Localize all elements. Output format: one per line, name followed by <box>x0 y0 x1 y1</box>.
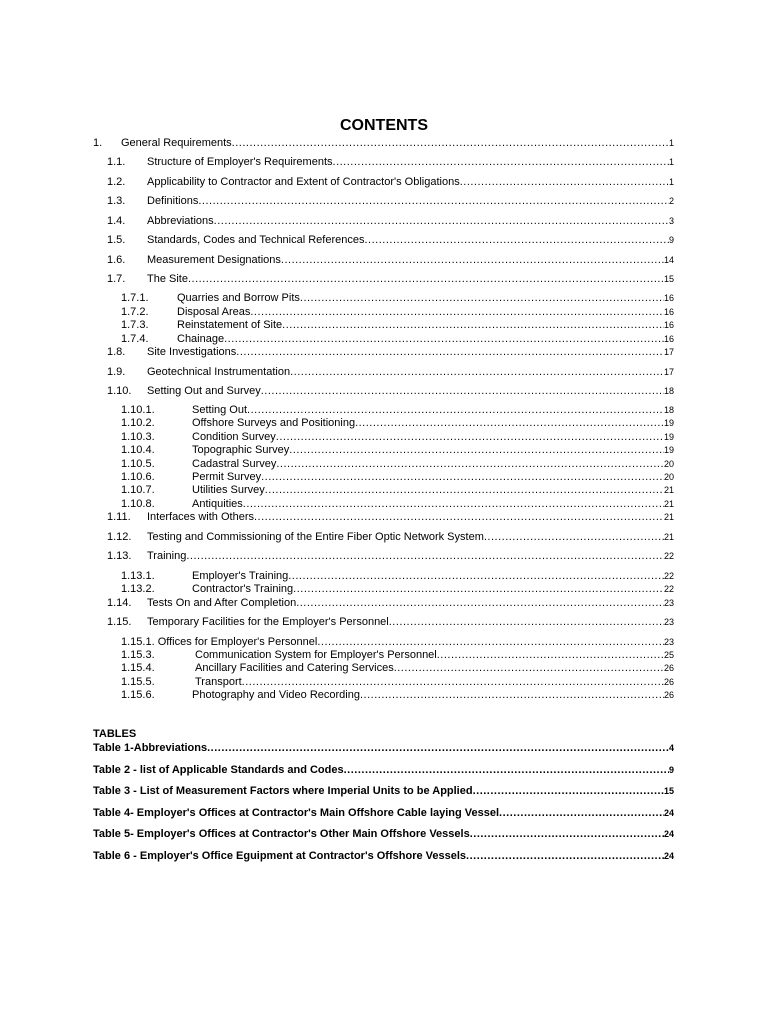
toc-entry-page: 9 <box>668 235 674 245</box>
toc-entry-label: Antiquities <box>192 498 243 510</box>
toc-entry-number: 1.5. <box>107 234 126 246</box>
toc-entry-number: 1.7.1. <box>121 292 149 304</box>
toc-entry-label: Reinstatement of Site <box>177 319 283 331</box>
table-entry-page: 24 <box>663 829 674 839</box>
toc-entry-label: The Site <box>147 273 188 285</box>
table-entry-label: Table 4- Employer's Offices at Contractor's Main Offshore Cable laying Vessel <box>93 807 500 819</box>
dot-leader <box>250 306 664 319</box>
dot-leader <box>290 366 664 379</box>
table-entry-page: 4 <box>668 743 674 753</box>
dot-leader <box>473 785 664 798</box>
page-title: CONTENTS <box>340 117 428 134</box>
dot-leader <box>214 215 669 228</box>
toc-entry-label: Structure of Employer's Requirements <box>147 156 333 168</box>
toc-entry[interactable] <box>107 234 674 247</box>
toc-entry-page: 15 <box>663 274 674 284</box>
toc-entry[interactable] <box>107 511 674 524</box>
dot-leader <box>466 850 664 863</box>
toc-entry-number: 1.13.2. <box>121 583 155 595</box>
toc-entry[interactable] <box>121 458 674 471</box>
toc-entry-page: 14 <box>663 255 674 265</box>
toc-entry-number: 1.15.5. <box>121 676 155 688</box>
toc-entry[interactable] <box>107 215 674 228</box>
toc-entry[interactable] <box>107 616 674 629</box>
toc-entry-number: 1.10.8. <box>121 498 155 510</box>
toc-entry[interactable] <box>121 444 674 457</box>
toc-entry-page: 21 <box>663 499 674 509</box>
toc-entry-label: Cadastral Survey <box>192 458 277 470</box>
table-list-entry[interactable] <box>93 785 674 798</box>
toc-entry-number: 1.10.3. <box>121 431 155 443</box>
toc-entry-page: 19 <box>663 445 674 455</box>
toc-entry-page: 17 <box>663 347 674 357</box>
table-entry-page: 9 <box>668 765 674 775</box>
toc-entry-label: Measurement Designations <box>147 254 281 266</box>
toc-entry[interactable] <box>107 550 674 563</box>
table-entry-label: Table 2 - list of Applicable Standards and Codes <box>93 764 344 776</box>
table-list-entry[interactable] <box>93 850 674 863</box>
toc-entry-number: 1.15. <box>107 616 132 628</box>
toc-entry-page: 19 <box>663 418 674 428</box>
dot-leader <box>437 649 664 662</box>
dot-leader <box>265 484 664 497</box>
toc-entry-label: Site Investigations <box>147 346 237 358</box>
toc-entry[interactable] <box>107 156 674 169</box>
toc-entry-label: Temporary Facilities for the Employer's Personnel <box>147 616 389 628</box>
toc-entry-page: 2 <box>668 196 674 206</box>
dot-leader <box>296 597 664 610</box>
toc-entry-page: 18 <box>663 386 674 396</box>
toc-entry[interactable] <box>107 531 674 544</box>
toc-entry[interactable] <box>121 292 674 305</box>
toc-entry-page: 17 <box>663 367 674 377</box>
toc-entry[interactable] <box>107 273 674 286</box>
toc-entry-page: 25 <box>663 650 674 660</box>
toc-entry-number: 1.7. <box>107 273 126 285</box>
table-entry-page: 24 <box>663 851 674 861</box>
toc-entry[interactable] <box>107 346 674 359</box>
table-list-entry[interactable] <box>93 742 674 755</box>
toc-entry-label: Abbreviations <box>147 215 214 227</box>
dot-leader <box>276 431 664 444</box>
toc-entry-label: Condition Survey <box>192 431 276 443</box>
table-list-entry[interactable] <box>93 828 674 841</box>
dot-leader <box>344 764 669 777</box>
toc-entry-page: 1 <box>668 177 674 187</box>
dot-leader <box>186 550 664 563</box>
toc-entry[interactable] <box>107 195 674 208</box>
toc-entry[interactable] <box>121 306 674 319</box>
toc-entry-label: Testing and Commissioning of the Entire Fiber Optic Network System <box>147 531 484 543</box>
toc-entry-number: 1.9. <box>107 366 126 378</box>
dot-leader <box>281 254 664 267</box>
table-entry-page: 24 <box>663 808 674 818</box>
dot-leader <box>242 676 664 689</box>
tables-heading: TABLES <box>93 728 137 740</box>
toc-entry[interactable] <box>107 366 674 379</box>
toc-entry-label: Setting Out <box>192 404 248 416</box>
toc-entry-number: 1.3. <box>107 195 126 207</box>
toc-entry[interactable] <box>121 689 674 702</box>
toc-entry-label: Permit Survey <box>192 471 262 483</box>
toc-entry-page: 19 <box>663 432 674 442</box>
toc-entry-page: 16 <box>663 320 674 330</box>
table-list-entry[interactable] <box>93 764 674 777</box>
dot-leader <box>293 583 664 596</box>
toc-entry-page: 26 <box>663 663 674 673</box>
toc-entry[interactable] <box>121 636 674 649</box>
table-entry-page: 15 <box>663 786 674 796</box>
toc-entry-page: 22 <box>663 571 674 581</box>
dot-leader <box>247 404 664 417</box>
dot-leader <box>282 319 664 332</box>
toc-entry[interactable] <box>107 385 674 398</box>
toc-entry-number: 1.13.1. <box>121 570 155 582</box>
toc-entry-page: 16 <box>663 334 674 344</box>
toc-entry-page: 22 <box>663 584 674 594</box>
toc-entry-page: 23 <box>663 598 674 608</box>
toc-entry[interactable] <box>121 662 674 675</box>
table-entry-label: Table 1-Abbreviations <box>93 742 208 754</box>
toc-entry-number: 1.14. <box>107 597 132 609</box>
dot-leader <box>289 444 664 457</box>
dot-leader <box>355 417 664 430</box>
toc-entry[interactable] <box>121 676 674 689</box>
toc-entry-page: 23 <box>663 617 674 627</box>
toc-entry[interactable] <box>93 137 674 150</box>
dot-leader <box>207 742 669 755</box>
toc-entry-number: 1.10.6. <box>121 471 155 483</box>
toc-entry-number: 1.7.4. <box>121 333 149 345</box>
dot-leader <box>484 531 664 544</box>
toc-entry-number: 1.15.6. <box>121 689 155 701</box>
toc-entry-page: 16 <box>663 293 674 303</box>
dot-leader <box>470 828 664 841</box>
toc-entry-number: 1.10.2. <box>121 417 155 429</box>
toc-entry-number: 1.10.1. <box>121 404 155 416</box>
table-entry-label: Table 5- Employer's Offices at Contractor's Other Main Offshore Vessels <box>93 828 470 840</box>
dot-leader <box>261 471 664 484</box>
toc-entry-label: Setting Out and Survey <box>147 385 261 397</box>
toc-entry-label: Training <box>147 550 187 562</box>
toc-entry-page: 1 <box>668 157 674 167</box>
toc-entry-number: 1.13. <box>107 550 132 562</box>
toc-entry-number: 1.10.4. <box>121 444 155 456</box>
dot-leader <box>460 176 669 189</box>
toc-entry-label: Interfaces with Others <box>147 511 254 523</box>
dot-leader <box>288 570 664 583</box>
toc-entry-number: 1. <box>93 137 103 149</box>
dot-leader <box>360 689 664 702</box>
dot-leader <box>232 137 669 150</box>
toc-entry-number: 1.10.5. <box>121 458 155 470</box>
toc-entry-number: 1.6. <box>107 254 126 266</box>
toc-entry-label: Quarries and Borrow Pits <box>177 292 300 304</box>
dot-leader <box>276 458 664 471</box>
dot-leader <box>365 234 669 247</box>
toc-entry[interactable] <box>107 176 674 189</box>
toc-entry-label: Topographic Survey <box>192 444 290 456</box>
dot-leader <box>236 346 664 359</box>
toc-entry[interactable] <box>121 471 674 484</box>
toc-entry[interactable] <box>121 498 674 511</box>
dot-leader <box>394 662 664 675</box>
dot-leader <box>317 636 664 649</box>
table-list-entry[interactable] <box>93 807 674 820</box>
toc-entry-page: 22 <box>663 551 674 561</box>
toc-entry-label: Tests On and After Completion <box>147 597 297 609</box>
toc-entry-label: Communication System for Employer's Personnel <box>195 649 437 661</box>
toc-entry-label: Disposal Areas <box>177 306 251 318</box>
toc-entry-page: 21 <box>663 485 674 495</box>
toc-entry[interactable] <box>121 333 674 346</box>
toc-entry[interactable] <box>121 417 674 430</box>
toc-entry-number: 1.10.7. <box>121 484 155 496</box>
table-entry-label: Table 3 - List of Measurement Factors where Imperial Units to be Applied <box>93 785 473 797</box>
toc-entry[interactable] <box>121 319 674 332</box>
dot-leader <box>300 292 664 305</box>
toc-entry-page: 20 <box>663 472 674 482</box>
toc-entry[interactable] <box>121 583 674 596</box>
dot-leader <box>261 385 664 398</box>
toc-entry-label: Chainage <box>177 333 225 345</box>
toc-entry-number: 1.11. <box>107 511 131 523</box>
toc-entry-page: 3 <box>668 216 674 226</box>
toc-entry-label: Standards, Codes and Technical References <box>147 234 365 246</box>
dot-leader <box>224 333 664 346</box>
toc-entry-number: 1.8. <box>107 346 126 358</box>
toc-entry-label: Contractor's Training <box>192 583 294 595</box>
dot-leader <box>198 195 669 208</box>
toc-entry-number: 1.1. <box>107 156 126 168</box>
dot-leader <box>188 273 664 286</box>
toc-entry-page: 20 <box>663 459 674 469</box>
toc-entry[interactable] <box>121 404 674 417</box>
toc-entry-number: 1.7.2. <box>121 306 149 318</box>
toc-entry-page: 16 <box>663 307 674 317</box>
toc-entry-number: 1.4. <box>107 215 126 227</box>
dot-leader <box>389 616 664 629</box>
toc-entry-number: 1.12. <box>107 531 132 543</box>
dot-leader <box>254 511 664 524</box>
toc-entry-page: 21 <box>663 512 674 522</box>
toc-entry-number: 1.15.3. <box>121 649 155 661</box>
toc-entry-label: Definitions <box>147 195 199 207</box>
toc-entry-page: 1 <box>668 138 674 148</box>
toc-entry-label: Utilities Survey <box>192 484 265 496</box>
toc-entry-page: 23 <box>663 637 674 647</box>
toc-entry-number: 1.10. <box>107 385 132 397</box>
toc-entry-label: 1.15.1. Offices for Employer's Personnel <box>121 636 318 648</box>
dot-leader <box>333 156 669 169</box>
toc-entry-label: Offshore Surveys and Positioning <box>192 417 356 429</box>
toc-entry[interactable] <box>107 254 674 267</box>
table-entry-label: Table 6 - Employer's Office Eguipment at Contractor's Offshore Vessels <box>93 850 467 862</box>
dot-leader <box>499 807 664 820</box>
toc-entry[interactable] <box>107 597 674 610</box>
toc-entry[interactable] <box>121 649 674 662</box>
dot-leader <box>243 498 664 511</box>
toc-entry-label: Geotechnical Instrumentation <box>147 366 291 378</box>
toc-entry-label: Applicability to Contractor and Extent of Contractor's Obligations <box>147 176 460 188</box>
toc-entry[interactable] <box>121 570 674 583</box>
toc-entry-label: Ancillary Facilities and Catering Services <box>195 662 394 674</box>
toc-entry-page: 18 <box>663 405 674 415</box>
toc-entry-page: 26 <box>663 677 674 687</box>
toc-entry-label: General Requirements <box>121 137 232 149</box>
toc-entry-number: 1.7.3. <box>121 319 149 331</box>
toc-entry-number: 1.2. <box>107 176 126 188</box>
toc-entry-label: Photography and Video Recording <box>192 689 360 701</box>
toc-entry-page: 21 <box>663 532 674 542</box>
toc-entry[interactable] <box>121 484 674 497</box>
toc-entry-label: Employer's Training <box>192 570 289 582</box>
toc-entry-page: 26 <box>663 690 674 700</box>
toc-entry[interactable] <box>121 431 674 444</box>
toc-entry-number: 1.15.4. <box>121 662 155 674</box>
toc-entry-label: Transport <box>195 676 242 688</box>
